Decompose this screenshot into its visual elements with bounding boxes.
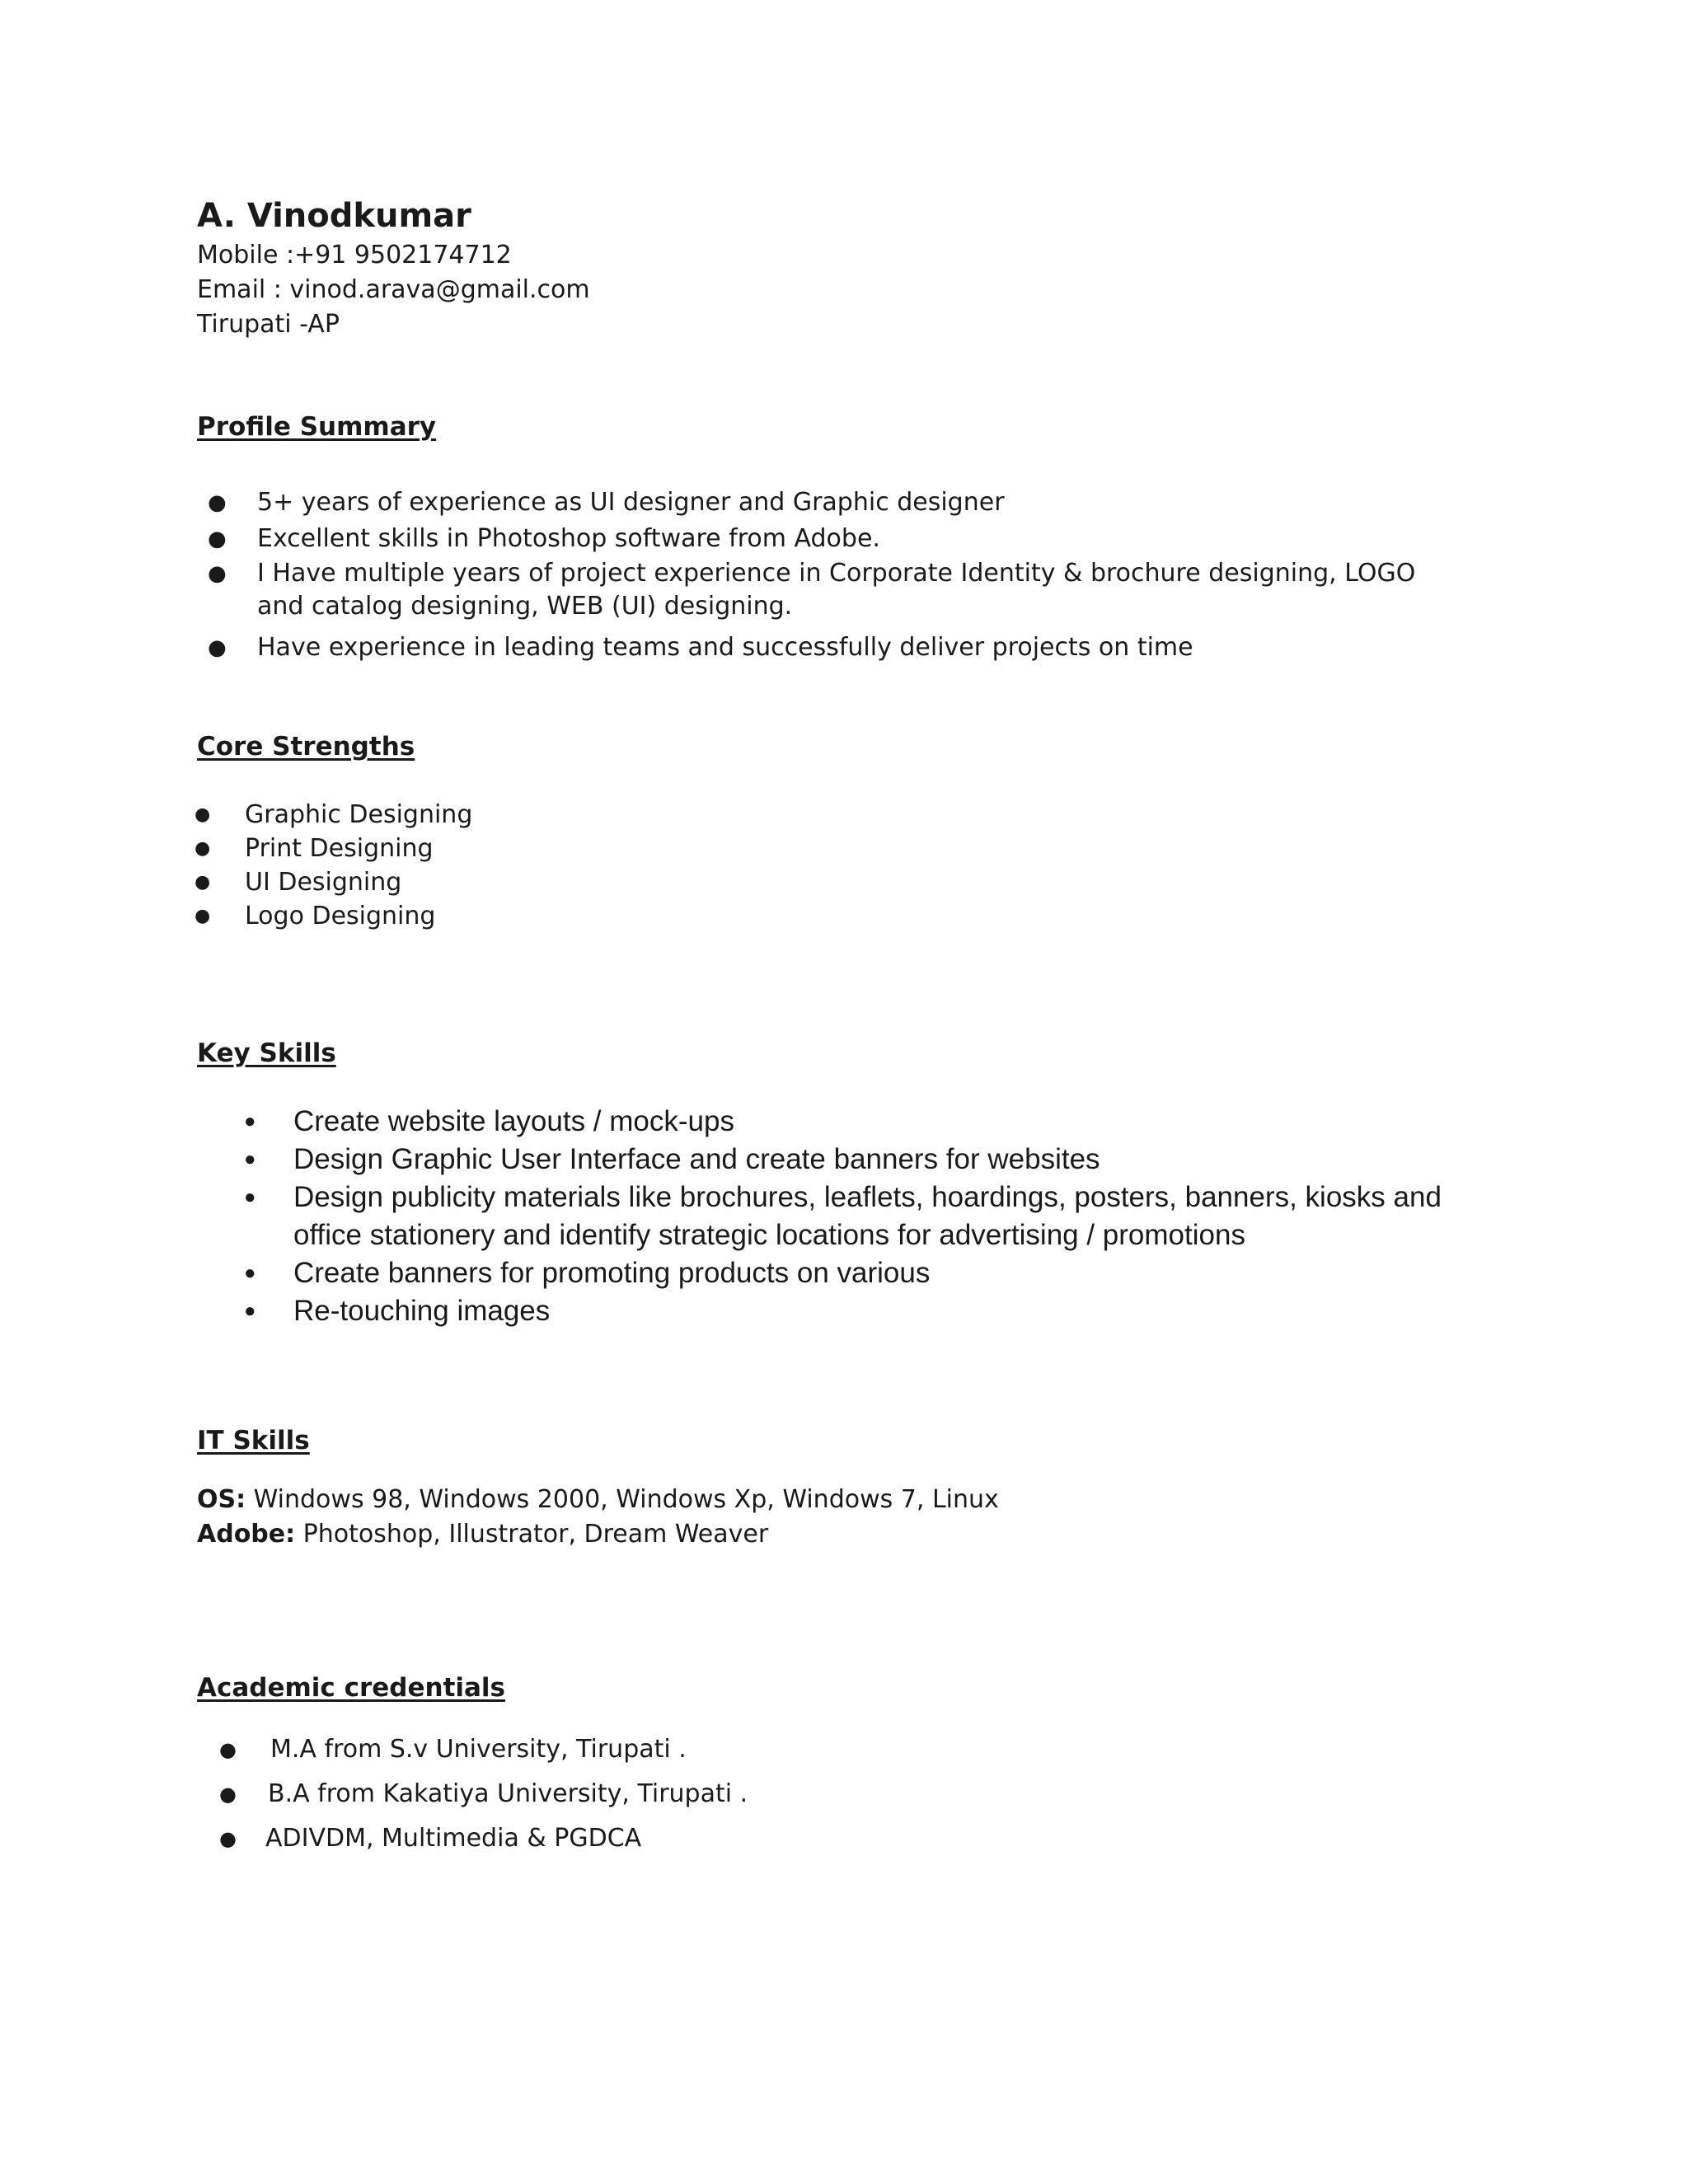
bullet-icon: ● — [195, 804, 211, 825]
bullet-icon: ● — [244, 1148, 256, 1170]
academic-list — [0, 1727, 1688, 1861]
list-item: ● Have experience in leading teams and successfully deliver projects on time — [0, 630, 1688, 666]
adobe-value: Photoshop, Illustrator, Dream Weaver — [302, 1520, 769, 1549]
list-item: ● Excellent skills in Photoshop software from Adobe. — [0, 521, 1688, 557]
bullet-icon: ● — [244, 1262, 256, 1284]
bullet-icon: ● — [208, 527, 227, 551]
os-value: Windows 98, Windows 2000, Windows Xp, Windows 7, Linux — [253, 1485, 999, 1514]
key-skills-heading: Key Skills — [197, 1038, 336, 1068]
list-item: ● ADIVDM, Multimedia & PGDCA — [0, 1816, 1688, 1861]
bullet-icon: ● — [208, 635, 227, 660]
list-item: ● 5+ years of experience as UI designer and Graphic designer — [0, 485, 1688, 521]
list-item: ● Create website layouts / mock-ups — [0, 1103, 1688, 1141]
os-label: OS: — [197, 1485, 246, 1514]
academic-heading: Academic credentials — [197, 1673, 506, 1703]
core-strengths-heading: Core Strengths — [197, 732, 415, 762]
list-item: ● B.A from Kakatiya University, Tirupati . — [0, 1772, 1688, 1816]
bullet-icon: ● — [208, 561, 227, 586]
key-skills-list — [0, 1103, 1688, 1330]
list-item: ● Re-touching images — [0, 1292, 1688, 1330]
it-skills-heading: IT Skills — [197, 1426, 310, 1455]
list-item: ● Logo Designing — [0, 899, 1688, 933]
bullet-icon: ● — [195, 872, 211, 893]
profile-summary-list — [0, 485, 1688, 666]
bullet-icon: ● — [219, 1783, 237, 1806]
list-item: ● M.A from S.v University, Tirupati . — [0, 1727, 1688, 1772]
core-strengths-list — [0, 798, 1688, 933]
adobe-label: Adobe: — [197, 1520, 296, 1549]
list-item: ● UI Designing — [0, 865, 1688, 899]
bullet-icon: ● — [244, 1300, 256, 1322]
bullet-icon: ● — [195, 906, 211, 926]
mobile-line: Mobile :+91 9502174712 — [197, 241, 512, 269]
candidate-name: A. Vinodkumar — [197, 197, 471, 235]
bullet-icon: ● — [219, 1738, 237, 1761]
location-line: Tirupati -AP — [197, 310, 340, 339]
bullet-icon: ● — [219, 1827, 237, 1850]
list-item: ● Design Graphic User Interface and create banners for websites — [0, 1141, 1688, 1179]
list-item: ● Graphic Designing — [0, 798, 1688, 832]
bullet-icon: ● — [244, 1186, 256, 1208]
bullet-icon: ● — [208, 490, 227, 515]
list-item: ● I Have multiple years of project experience in Corporate Identity & brochure designing, LOGO and catalog designing, WEB (UI) designing. — [208, 559, 1416, 621]
profile-summary-heading: Profile Summary — [197, 412, 437, 442]
adobe-skills-line — [197, 1517, 768, 1552]
list-item: ● Design publicity materials like brochures, leaflets, hoardings, posters, banners, kiosks and office stationery and identify strategic locations for advertising / promotions — [0, 1179, 1497, 1254]
bullet-icon: ● — [244, 1110, 256, 1132]
list-item: ● Print Designing — [0, 832, 1688, 865]
bullet-icon: ● — [195, 838, 211, 859]
email-line: Email : vinod.arava@gmail.com — [197, 275, 590, 304]
list-item: ● Create banners for promoting products on various — [0, 1254, 1688, 1292]
os-skills-line — [197, 1483, 999, 1517]
